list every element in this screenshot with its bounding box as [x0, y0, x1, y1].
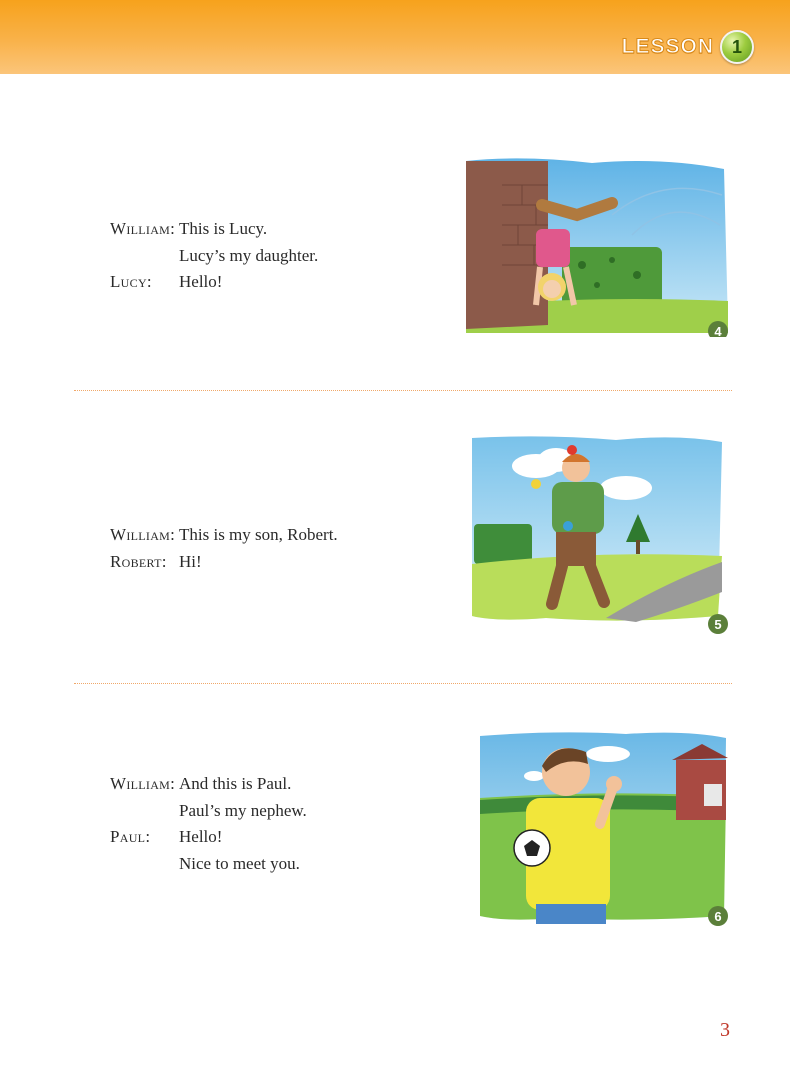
dialogue-line [110, 216, 450, 243]
dialogue-line [110, 243, 450, 270]
section-divider [74, 390, 732, 391]
illustration-robert-juggling [466, 432, 734, 634]
dialogue-line [110, 824, 450, 851]
speaker-name: Robert: [110, 551, 167, 571]
speaker-name [110, 851, 179, 878]
dialogue-line [110, 549, 450, 576]
dialogue-text: And this is Paul. [179, 774, 292, 793]
dialogue-text: Lucy’s my daughter. [179, 245, 319, 265]
lesson-number-badge: 1 [720, 30, 754, 64]
page-number: 3 [720, 1019, 730, 1041]
speaker-name: Lucy: [110, 272, 152, 291]
dialogue-line [110, 851, 450, 878]
dialogue-robert [110, 522, 450, 575]
speaker-name [110, 798, 179, 825]
dialogue-text: Hello! [179, 827, 223, 846]
dialogue-text: Paul’s my nephew. [179, 800, 307, 820]
dialogue-text: Hello! [179, 272, 223, 291]
speaker-name: William: [110, 219, 176, 238]
dialogue-line [110, 771, 450, 798]
picture-number-badge: 4 [708, 321, 728, 337]
dialogue-text: This is Lucy. [179, 219, 268, 238]
section-divider [74, 683, 732, 684]
picture-number-badge: 5 [708, 614, 728, 634]
lesson-label: LESSON [621, 35, 714, 58]
dialogue-paul [110, 771, 450, 877]
speaker-name: William: [110, 774, 176, 793]
header-banner [0, 0, 790, 74]
dialogue-text: Nice to meet you. [179, 853, 300, 873]
illustration-lucy-handstand [462, 155, 730, 337]
speaker-name [110, 243, 179, 270]
dialogue-text: Hi! [179, 551, 202, 571]
speaker-name: Paul: [110, 827, 151, 846]
illustration-paul-football [476, 728, 732, 928]
lesson-heading [622, 30, 754, 64]
speaker-name: William: [110, 525, 176, 544]
dialogue-line [110, 522, 450, 549]
dialogue-text: This is my son, Robert. [179, 525, 338, 544]
dialogue-line [110, 269, 450, 296]
picture-number-badge: 6 [708, 906, 728, 926]
dialogue-lucy [110, 216, 450, 296]
dialogue-line [110, 798, 450, 825]
